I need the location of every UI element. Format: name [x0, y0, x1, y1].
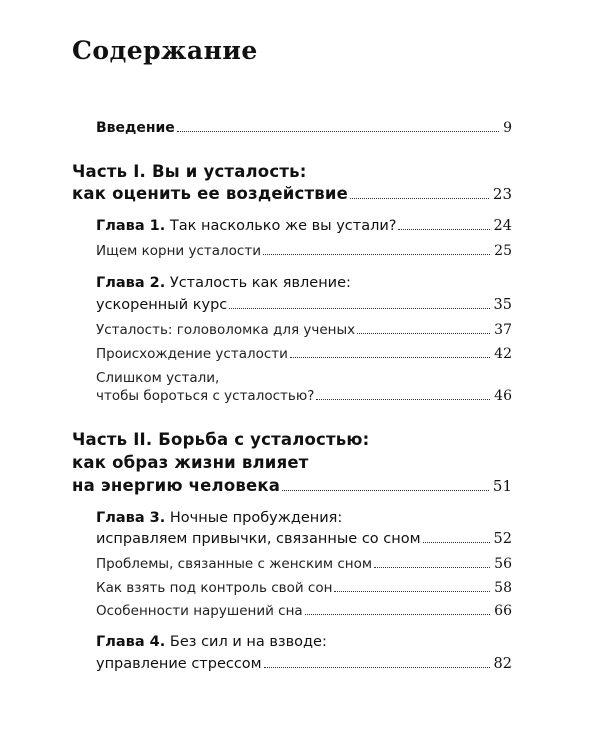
- toc-entry-ch3-section-3: [96, 603, 512, 619]
- toc-page-number: 35: [493, 297, 512, 313]
- toc-entry-ch2-section-2: [96, 346, 512, 362]
- toc-entry-text: Введение: [96, 120, 175, 136]
- toc-entry-intro: [96, 120, 512, 136]
- toc-entry-part-1: [72, 184, 512, 203]
- dot-leader: [398, 229, 489, 230]
- chapter-label: Глава 1.: [96, 218, 166, 234]
- toc-page-number: 52: [493, 531, 512, 547]
- toc-entry-chapter-2: [96, 297, 512, 313]
- toc-entry-text: на энергию человека: [72, 476, 281, 495]
- toc-entry-text: Ночные пробуждения:: [169, 510, 343, 526]
- toc-page-number: 51: [492, 477, 512, 495]
- dot-leader: [334, 591, 490, 592]
- toc-entry-text: Так насколько же вы устали?: [169, 218, 397, 234]
- dot-leader: [305, 614, 490, 615]
- chapter-label: Глава 2.: [96, 275, 166, 291]
- toc-entry-ch2-section-3: [96, 388, 512, 404]
- toc-page-number: 46: [494, 388, 512, 404]
- toc-entry-ch1-section-1: [96, 243, 512, 259]
- toc-entry-text: Усталость как явление:: [169, 275, 351, 291]
- dot-leader: [263, 254, 490, 255]
- toc-entry-ch3-section-1: [96, 556, 512, 572]
- toc-entry-text: Усталость: головоломка для ученых: [96, 322, 356, 338]
- toc-entry-text: Происхождение усталости: [96, 346, 288, 362]
- toc-part-2-title-line-1: Часть II. Борьба с усталостью:: [72, 430, 370, 449]
- toc-entry-ch3-section-2: [96, 580, 512, 596]
- dot-leader: [374, 567, 490, 568]
- dot-leader: [229, 308, 489, 309]
- toc-page-number: 58: [494, 580, 512, 596]
- page-title: Содержание: [72, 36, 258, 65]
- toc-entry-ch2-section-1: [96, 322, 512, 338]
- dot-leader: [282, 490, 489, 491]
- toc-chapter-3-title: [96, 510, 342, 526]
- toc-chapter-2-title: [96, 275, 351, 291]
- dot-leader: [177, 131, 499, 132]
- toc-page-number: 9: [503, 120, 512, 136]
- dot-leader: [350, 198, 489, 199]
- toc-page-number: 42: [494, 346, 512, 362]
- toc-entry-part-2: [72, 476, 512, 495]
- toc-entry-chapter-4: [96, 656, 512, 672]
- toc-page-number: 56: [494, 556, 512, 572]
- dot-leader: [290, 357, 490, 358]
- toc-page-number: 66: [494, 603, 512, 619]
- toc-entry-chapter-3: [96, 531, 512, 547]
- toc-entry-text: исправляем привычки, связанные со сном: [96, 531, 421, 547]
- toc-part-1-title: Часть I. Вы и усталость:: [72, 162, 307, 181]
- toc-entry-text: ускоренный курс: [96, 297, 228, 313]
- toc-entry-text: Ищем корни усталости: [96, 243, 261, 259]
- toc-page-number: 25: [494, 243, 512, 259]
- toc-page-number: 23: [492, 185, 512, 203]
- toc-entry-chapter-1: [96, 218, 512, 234]
- toc-page-number: 24: [493, 218, 512, 234]
- dot-leader: [423, 542, 490, 543]
- toc-entry-text: управление стрессом: [96, 656, 262, 672]
- toc-entry-text: чтобы бороться с усталостью?: [96, 388, 315, 404]
- toc-entry-text: Без сил и на взводе:: [169, 634, 327, 650]
- dot-leader: [316, 399, 490, 400]
- toc-page-number: 37: [494, 322, 512, 338]
- toc-entry-text: Особенности нарушений сна: [96, 603, 303, 619]
- toc-entry-text: Как взять под контроль свой сон: [96, 580, 333, 596]
- toc-part-2-title-line-2: как образ жизни влияет: [72, 453, 309, 472]
- dot-leader: [264, 667, 490, 668]
- chapter-label: Глава 3.: [96, 510, 166, 526]
- dot-leader: [357, 333, 490, 334]
- chapter-label: Глава 4.: [96, 634, 166, 650]
- toc-entry-text: Проблемы, связанные с женским сном: [96, 556, 373, 572]
- toc-ch2-section-3-line-1: Слишком устали,: [96, 370, 220, 386]
- toc-entry-text: как оценить ее воздействие: [72, 184, 349, 203]
- toc-chapter-4-title: [96, 634, 327, 650]
- toc-page-number: 82: [493, 656, 512, 672]
